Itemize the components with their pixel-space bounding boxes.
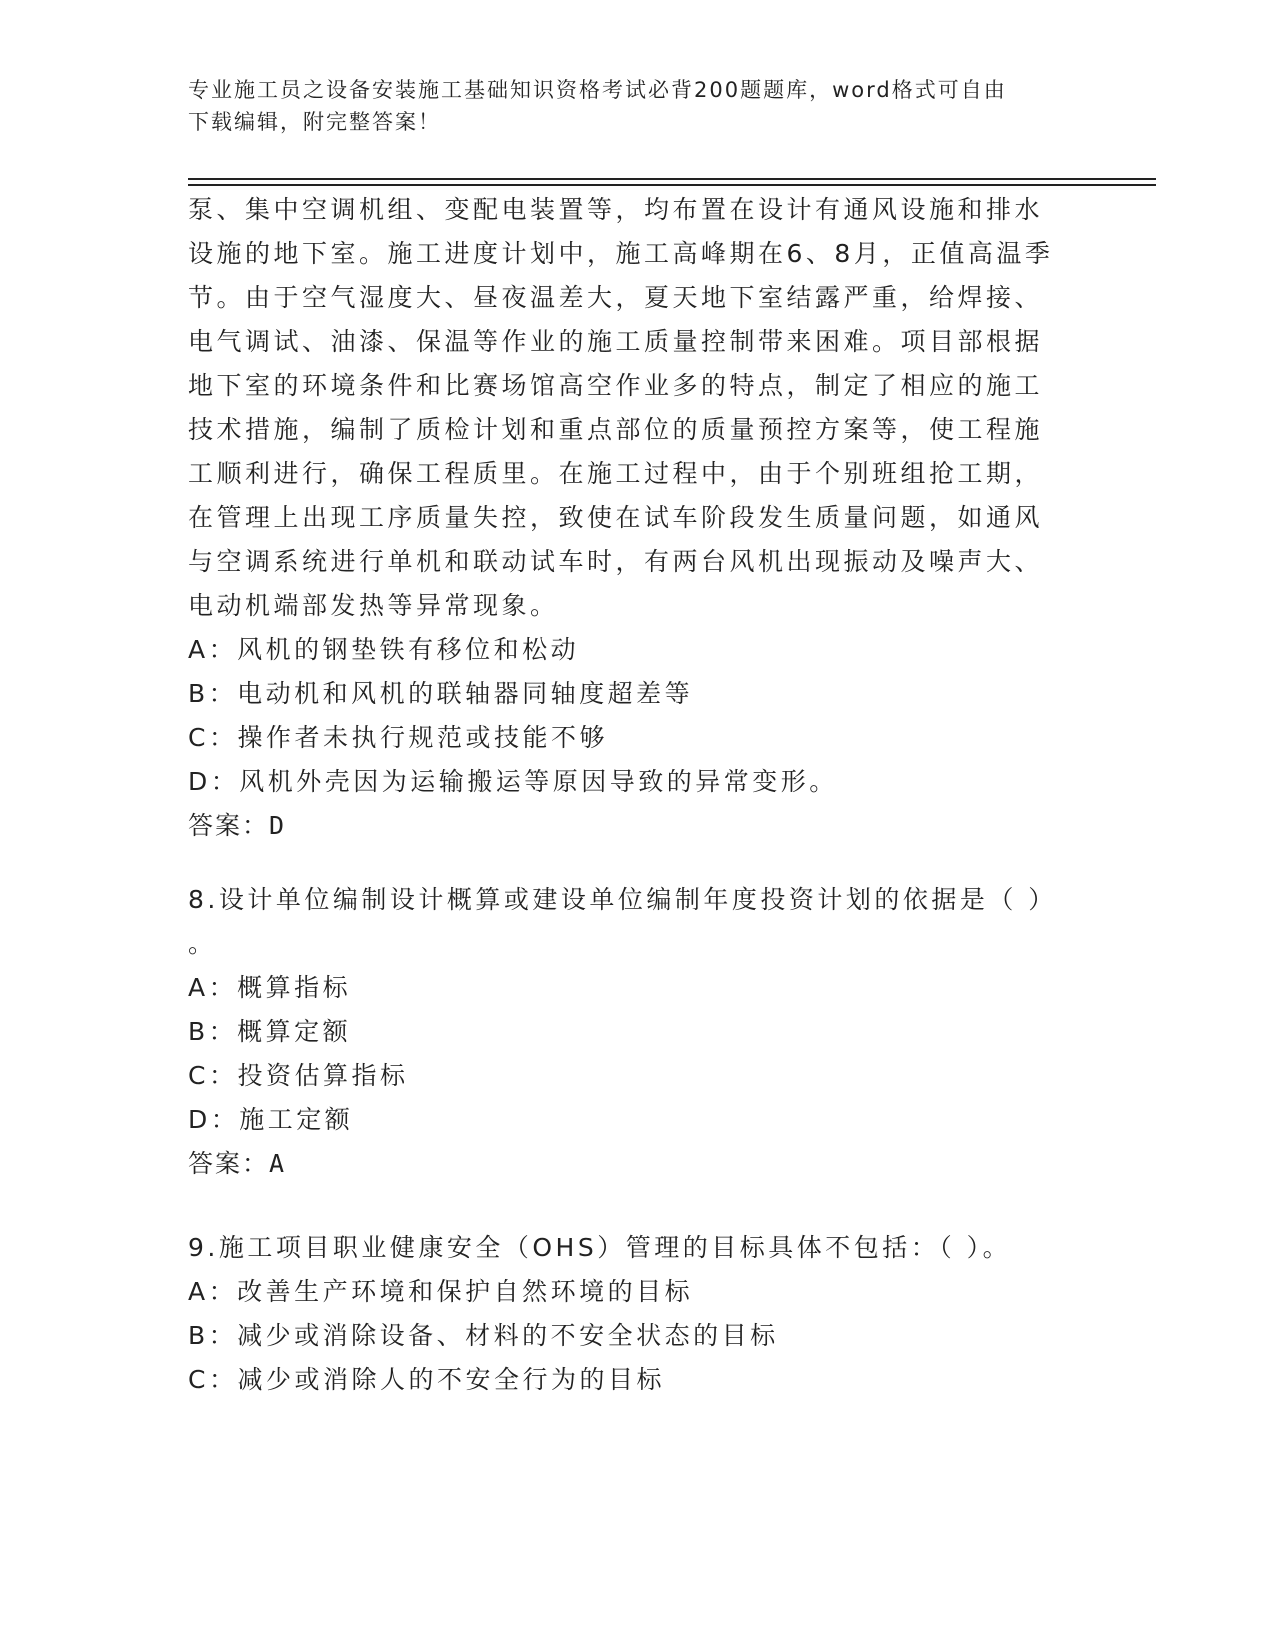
q8-stem-line: 8.设计单位编制设计概算或建设单位编制年度投资计划的依据是（ ）	[188, 885, 1057, 914]
q7-stem-line: 泵、集中空调机组、变配电装置等，均布置在设计有通风设施和排水	[188, 195, 1044, 224]
q7-option-b: B：电动机和风机的联轴器同轴度超差等	[188, 679, 694, 708]
q7-stem-line: 设施的地下室。施工进度计划中，施工高峰期在6、8月，正值高温季	[188, 239, 1054, 268]
answer-value: A	[269, 1149, 285, 1178]
q8-option-a: A：概算指标	[188, 973, 352, 1002]
header-line-2: 下载编辑，附完整答案！	[188, 110, 441, 134]
q7-stem-line: 与空调系统进行单机和联动试车时，有两台风机出现振动及噪声大、	[188, 547, 1044, 576]
q8-option-b: B：概算定额	[188, 1017, 352, 1046]
q9-option-a: A：改善生产环境和保护自然环境的目标	[188, 1277, 694, 1306]
q7-stem-line: 工顺利进行，确保工程质里。在施工过程中，由于个别班组抢工期，	[188, 459, 1044, 488]
header-rule-bottom	[188, 184, 1156, 186]
q8-stem-line: 。	[188, 929, 217, 958]
q7-answer	[188, 803, 284, 849]
header-rule-top	[188, 178, 1156, 180]
q7-stem-line: 地下室的环境条件和比赛场馆高空作业多的特点，制定了相应的施工	[188, 371, 1044, 400]
q9-option-b: B：减少或消除设备、材料的不安全状态的目标	[188, 1321, 779, 1350]
q8-answer	[188, 1141, 284, 1187]
q7-option-d: D：风机外壳因为运输搬运等原因导致的异常变形。	[188, 767, 838, 796]
q7-option-c: C：操作者未执行规范或技能不够	[188, 723, 608, 752]
q8-option-d: D：施工定额	[188, 1105, 354, 1134]
q9-stem-line: 9.施工项目职业健康安全（OHS）管理的目标具体不包括：（ ）。	[188, 1233, 1012, 1262]
q7-stem-line: 电气调试、油漆、保温等作业的施工质量控制带来困难。项目部根据	[188, 327, 1044, 356]
document-header	[188, 74, 1068, 138]
q7-option-a: A：风机的钢垫铁有移位和松动	[188, 635, 580, 664]
q7-stem-line: 在管理上出现工序质量失控，致使在试车阶段发生质量问题，如通风	[188, 503, 1044, 532]
q7-stem-line: 电动机端部发热等异常现象。	[188, 591, 559, 620]
q8-option-c: C：投资估算指标	[188, 1061, 409, 1090]
q9-option-c: C：减少或消除人的不安全行为的目标	[188, 1365, 665, 1394]
q7-stem-line: 节。由于空气湿度大、昼夜温差大，夏天地下室结露严重，给焊接、	[188, 283, 1044, 312]
answer-value: D	[269, 811, 285, 840]
answer-label: 答案：	[188, 811, 270, 840]
header-line-1: 专业施工员之设备安装施工基础知识资格考试必背200题题库，word格式可自由	[188, 78, 1007, 102]
answer-label: 答案：	[188, 1149, 270, 1178]
q7-stem-line: 技术措施，编制了质检计划和重点部位的质量预控方案等，使工程施	[188, 415, 1044, 444]
